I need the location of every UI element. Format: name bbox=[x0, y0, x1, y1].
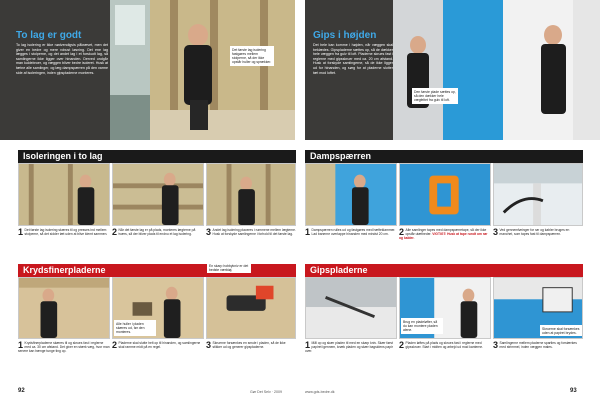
insulation-photo-2 bbox=[112, 163, 204, 226]
page-number-right: 93 bbox=[570, 388, 577, 394]
vapor-step-1: 1 Dampspærren rulles ud og fastgøres med hæfteklammer. Lad banerne overlappe hinanden med mindst 20 cm. bbox=[305, 227, 396, 237]
insulation-photo-3 bbox=[206, 163, 296, 226]
left-hero-body: To lag isolering er ikke nødvendigvis påkrævet, men det giver en bedre og mere robust løsning. Det ene lag lægges i stolperne, og det andet lag i et forskudt lag, så samlingerne ikke ligger over hinanden. Derved undgår man kuldebroer, og væggen bliver bedre isoleret. Husk at tætne alle samlinger, og læg dampspærren på den varme side af isoleringen, inden gipspladerne monteres. bbox=[16, 43, 108, 75]
vapor-step-2: 2 Alle samlinger tapes med dampspærretape, så der ikke opstår utætheder. VIGTIGT: Husk at tape rundt om rør og kabler. bbox=[399, 227, 488, 241]
vapor-step-2-warning: VIGTIGT: Husk at tape rundt om rør og kabler. bbox=[399, 232, 488, 241]
left-hero-title: To lag er godt bbox=[16, 30, 82, 41]
vapor-step-3: 3 Ved gennemføringer for rør og kabler bruges en manchet, som tapes fast til dampspærren. bbox=[493, 227, 570, 237]
section-header-gips: Gipspladerne bbox=[305, 264, 583, 277]
insulation-step-2: 2 Når det første lag er på plads, monteres lægterne på tværs, så der bliver plads til endnu et lag isolering. bbox=[112, 227, 196, 237]
insulation-step-1: 1 Det første lag isolering skæres til og presses ind mellem stolperne, så det sidder tæt uden at blive klemt sammen. bbox=[18, 227, 108, 237]
vapor-photo-3 bbox=[493, 163, 583, 226]
insulation-step-3: 3 Andet lag isolering placeres i rummene mellem lægterne. Husk at forskyde samlingerne i forhold til det første lag. bbox=[206, 227, 296, 237]
page-number-left: 92 bbox=[18, 388, 25, 394]
right-hero-title: Gips i højden bbox=[313, 30, 377, 41]
right-hero bbox=[305, 0, 600, 140]
krydsfiner-step-1: 1 Krydsfinerpladerne skæres til og skrues fast i reglerne med ca. 30 cm afstand. Det giver en stærk væg, hvor man senere kan hænge tunge ting op. bbox=[18, 340, 110, 354]
left-hero-photo bbox=[110, 0, 295, 140]
krydsfiner-callout-2: En skarp hobbykniv er det bedste værktøj. bbox=[207, 262, 251, 273]
gips-step-2: 2 Pladen løftes på plads og skrues fast i reglerne med gipsskruer. Start i midten og arbejd ud mod kanterne. bbox=[399, 340, 484, 350]
krydsfiner-callout-1: Alle huller i pladen skæres ud, før den monteres. bbox=[114, 320, 156, 336]
gips-callout-2: Skruerne skal forsænkes uden at papiret brydes. bbox=[540, 325, 582, 336]
gips-callout-1: Brug en pladeløfter, så du kan montere pladen alene. bbox=[401, 318, 443, 334]
insulation-photo-1 bbox=[18, 163, 110, 226]
left-hero-callout: Det første lag isolering fastgøres mellem stolperne, så der ikke opstår huller og sprækker. bbox=[230, 46, 274, 66]
section-header-insulation: Isoleringen i to lag bbox=[18, 150, 296, 163]
right-hero-callout: Den første plade sættes op, så den dækker hele vægfeltet fra gulv til loft. bbox=[412, 88, 458, 104]
gips-photo-1 bbox=[305, 277, 397, 339]
krydsfiner-step-3: 3 Skruerne forsænkes en smule i pladen, så de ikke stikker ud og generer gipspladerne. bbox=[206, 340, 286, 350]
magazine-credit: Gør Det Selv · 2009 bbox=[250, 390, 282, 394]
vapor-photo-1 bbox=[305, 163, 397, 226]
right-hero-photo bbox=[393, 0, 600, 140]
gips-step-1: 1 Mål op og skær pladen til med en skarp kniv. Skær først papiret igennem, knæk pladen og skær bagsidens papir over. bbox=[305, 340, 393, 354]
krydsfiner-photo-3 bbox=[206, 277, 296, 339]
krydsfiner-photo-1 bbox=[18, 277, 110, 339]
section-header-vapor: Dampspærren bbox=[305, 150, 583, 163]
section-header-krydsfiner: Krydsfinerpladerne bbox=[18, 264, 296, 277]
gips-step-3: 3 Samlingerne mellem pladerne spartles og forstærkes med strimmel, inden væggen males. bbox=[493, 340, 577, 350]
left-hero bbox=[0, 0, 295, 140]
right-hero-body: Det hele kan komme i højden, når væggen skal beklædes. Gipspladerne sættes op, så de dækker hele væggen fra gulv til loft. Pladerne skrues fast i reglerne med gipsskruer med ca. 20 cm afstand. Husk at forskyde samlingerne, så de ikke ligger ud for hinanden, og sørg for at pladerne slutter tæt mod loftet. bbox=[313, 43, 393, 75]
krydsfiner-step-2: 2 Pladerne skal slutte helt op til hinanden, og samlingerne skal ramme midt på en regel. bbox=[112, 340, 201, 350]
site-url: www.gds-bedre.dk bbox=[305, 390, 335, 394]
vapor-photo-2 bbox=[399, 163, 491, 226]
